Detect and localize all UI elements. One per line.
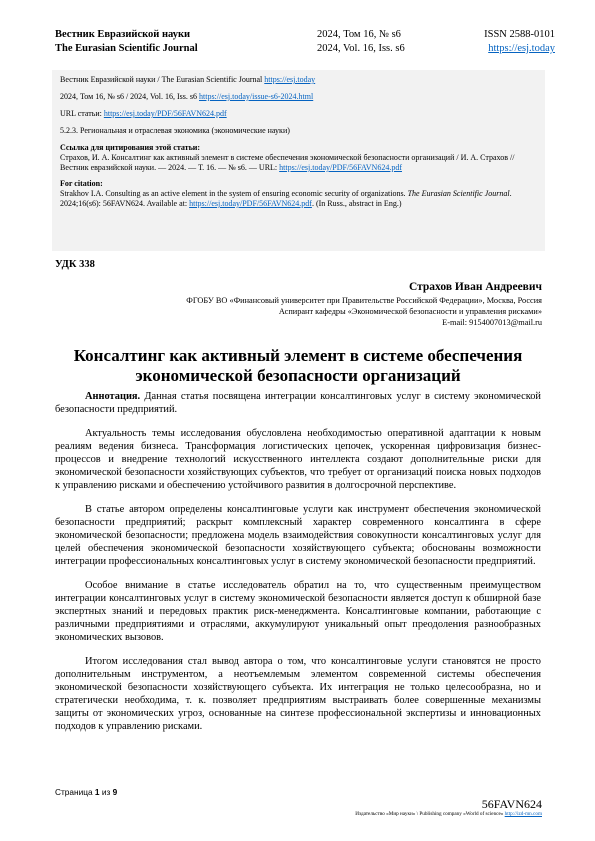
citation-ru-link[interactable]: https://esj.today/PDF/56FAVN624.pdf bbox=[279, 163, 402, 172]
author-name: Страхов Иван Андреевич bbox=[408, 281, 542, 293]
issue-link[interactable]: https://esj.today/issue-s6-2024.html bbox=[199, 92, 314, 101]
citation-ru-text: Страхов, И. А. Консалтинг как активный элемент в системе обеспечения экономической безопасности организаций / И. А. Страхов // Вестник евразийской науки. — 2024. — Т. 16. — № s6. — URL: https://esj.today/PDF/56FAVN624.pdf bbox=[60, 153, 515, 172]
citation-en-journal: The Eurasian Scientific Journal bbox=[407, 189, 510, 198]
author-position: Аспирант кафедры «Экономической безопасности и управления рисками» bbox=[278, 307, 542, 316]
journal-link[interactable]: https://esj.today bbox=[264, 75, 316, 84]
article-body bbox=[55, 390, 541, 744]
citation-infobox bbox=[52, 70, 545, 251]
citation-en-text: Strakhov I.A. Consulting as an active element in the system of ensuring economic security of organizations. The Eurasian Scientific Journal. 2024;16(s6): 56FAVN624. Available at: https://esj.today/PDF/56FAVN624.pdf. (In Russ., abstract in Eng.) bbox=[60, 189, 512, 208]
issue-line: 2024, Том 16, № s6 / 2024, Vol. 16, Iss. s6 https://esj.today/issue-s6-2024.html bbox=[60, 92, 314, 101]
article-url-line: URL статьи: https://esj.today/PDF/56FAVN624.pdf bbox=[60, 109, 227, 118]
body-paragraph: В статье автором определены консалтинговые услуги как инструмент обеспечения экономической безопасности предприятий; раскрыт комплексный характер современного консалтинга в сфере экономической безопасности; предложена модель взаимодействия совокупности консалтинговых услуг для целей обеспечения экономической безопасности хозяйствующего субъекта; обоснованы возможности интеграции профессиональных консалтинговых услуг в систему экономической безопасности предприятий. bbox=[55, 504, 541, 567]
page-total: 9 bbox=[112, 787, 118, 797]
udk-code: УДК 338 bbox=[55, 259, 95, 270]
article-title: Консалтинг как активный элемент в системе обеспечения экономической безопасности организаций bbox=[73, 346, 523, 385]
journal-name-en: The Eurasian Scientific Journal bbox=[55, 43, 198, 54]
article-url-link[interactable]: https://esj.today/PDF/56FAVN624.pdf bbox=[103, 109, 227, 118]
issue-ru: 2024, Том 16, № s6 bbox=[317, 29, 401, 40]
author-block bbox=[62, 280, 542, 328]
abstract-label: Аннотация. bbox=[85, 391, 141, 402]
journal-name-ru: Вестник Евразийской науки bbox=[55, 29, 191, 40]
body-paragraph: Актуальность темы исследования обусловлена необходимостью оперативной адаптации к новым реалиям ведения бизнеса. Трансформация логистических цепочек, ускоренная цифровизация бизнес-процессов и внедрение технологий искусственного интеллекта создают дополнительные риски для экономической безопасности хозяйствующих субъектов, что требует от организаций поиска новых подходов к управлению рисками и обеспечению устойчивого развития в долгосрочной перспективе. bbox=[55, 428, 541, 491]
specialty-line: 5.2.3. Региональная и отраслевая экономика (экономические науки) bbox=[60, 126, 290, 135]
issue-info bbox=[317, 28, 405, 56]
issn-site bbox=[484, 28, 555, 56]
issn: ISSN 2588-0101 bbox=[484, 29, 555, 40]
body-paragraph: Особое внимание в статье исследователь обратил на то, что существенным преимуществом интеграции консалтинговых услуг в систему экономической безопасности является доступ к обширной базе экспертных знаний и передовых практик риск-менеджмента. Консалтинговые компании, работающие с различными предприятиями и отраслями, аккумулируют уникальный опыт преодоления разнообразных экономических вызовов. bbox=[55, 580, 541, 643]
citation-en-heading: For citation: bbox=[60, 179, 103, 188]
journal-line: Вестник Евразийской науки / The Eurasian Scientific Journal https://esj.today bbox=[60, 75, 316, 84]
publisher-link[interactable]: http://izd-mn.com bbox=[504, 811, 542, 817]
publisher-line: Издательство «Мир науки» \ Publishing company «World of science» http://izd-mn.com bbox=[355, 811, 542, 817]
abstract: Аннотация. Данная статья посвящена интеграции консалтинговых услуг в систему экономической безопасности предприятий. bbox=[55, 391, 541, 415]
author-affiliation: ФГОБУ ВО «Финансовый университет при Правительстве Российской Федерации», Москва, Россия bbox=[186, 296, 542, 305]
body-paragraph: Итогом исследования стал вывод автора о том, что консалтинговые услуги становятся не просто дополнительным инструментом, а неотъемлемым элементом современной системы обеспечения экономической безопасности хозяйствующего субъекта. Их интеграция не только целесообразна, но и стратегически необходима, т. к. позволяет предприятиям выстраивать более совершенные механизмы защиты от экономических угроз, основанные на синтезе профессиональной экспертизы и инновационных подходов к управлению рисками. bbox=[55, 656, 541, 732]
page-header bbox=[55, 28, 555, 58]
citation-en-link[interactable]: https://esj.today/PDF/56FAVN624.pdf bbox=[189, 199, 312, 208]
author-email: E-mail: 9154007013@mail.ru bbox=[442, 318, 542, 327]
journal-site-link[interactable]: https://esj.today bbox=[488, 43, 555, 54]
journal-name bbox=[55, 28, 198, 56]
page-current: 1 bbox=[94, 787, 100, 797]
issue-en: 2024, Vol. 16, Iss. s6 bbox=[317, 43, 405, 54]
citation-ru-heading: Ссылка для цитирования этой статьи: bbox=[60, 143, 201, 152]
article-code: 56FAVN624 bbox=[481, 797, 542, 811]
page-number: Страница 1 из 9 bbox=[55, 787, 118, 797]
